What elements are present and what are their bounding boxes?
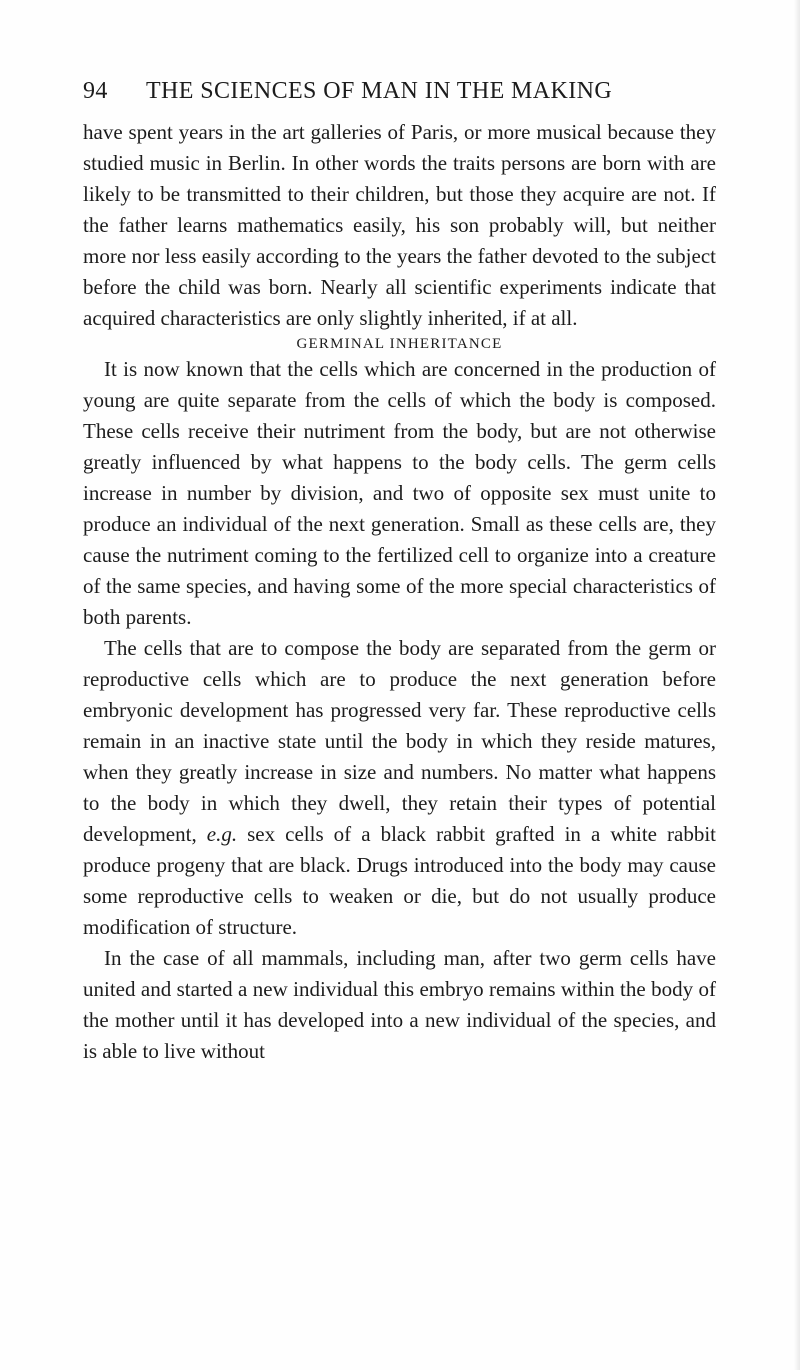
paragraph-mammals: In the case of all mammals, including man, after two germ cells have united and started a new individual this embryo remains within the body of the mother until it has developed into a new individual of the species, and is able to live without [83, 946, 716, 1063]
paragraph-continuation: have spent years in the art galleries of Paris, or more musical because they studied music in Berlin. In other words the traits persons are born with are likely to be transmitted to their children, but those they acquire are not. If the father learns mathematics easily, his son probably will, but neither more nor less easily according to the years the father devoted to the subject before the child was born. Nearly all scientific experiments indicate that acquired characteristics are only slightly inherited, if at all. [83, 120, 716, 330]
paragraph-reproductive-cells [83, 633, 716, 943]
page-number: 94 [83, 78, 108, 104]
paragraph-germ-cells: It is now known that the cells which are concerned in the production of young are quite separate from the cells of which the body is composed. These cells receive their nutriment from the body, but are not otherwise greatly influenced by what happens to the body cells. The germ cells increase in number by division, and two of opposite sex must unite to produce an individual of the next generation. Small as these cells are, they cause the nutriment coming to the fertilized cell to organize into a creature of the same species, and having some of the more special characteristics of both parents. [83, 357, 716, 629]
italic-abbreviation: e.g. [206, 822, 238, 846]
page-edge-shadow [794, 0, 800, 1370]
running-head-title: THE SCIENCES OF MAN IN THE MAKING [146, 78, 613, 104]
section-heading: GERMINAL INHERITANCE [296, 336, 503, 352]
running-head [83, 78, 723, 110]
body-text [83, 117, 716, 1067]
paragraph-text-part: The cells that are to compose the body are separated from the germ or reproductive cells which are to produce the next generation before embryonic development has progressed very far. These reproductive cells remain in an inactive state until the body in which they reside matures, when they greatly increase in size and numbers. No matter what happens to the body in which they dwell, they retain their types of potential development, [83, 636, 716, 846]
paragraph-text-part: sex cells of a black rabbit grafted in a white rabbit produce progeny that are black. Drugs introduced into the body may cause some reproductive cells to weaken or die, but do not usually produce modification of structure. [83, 822, 716, 939]
